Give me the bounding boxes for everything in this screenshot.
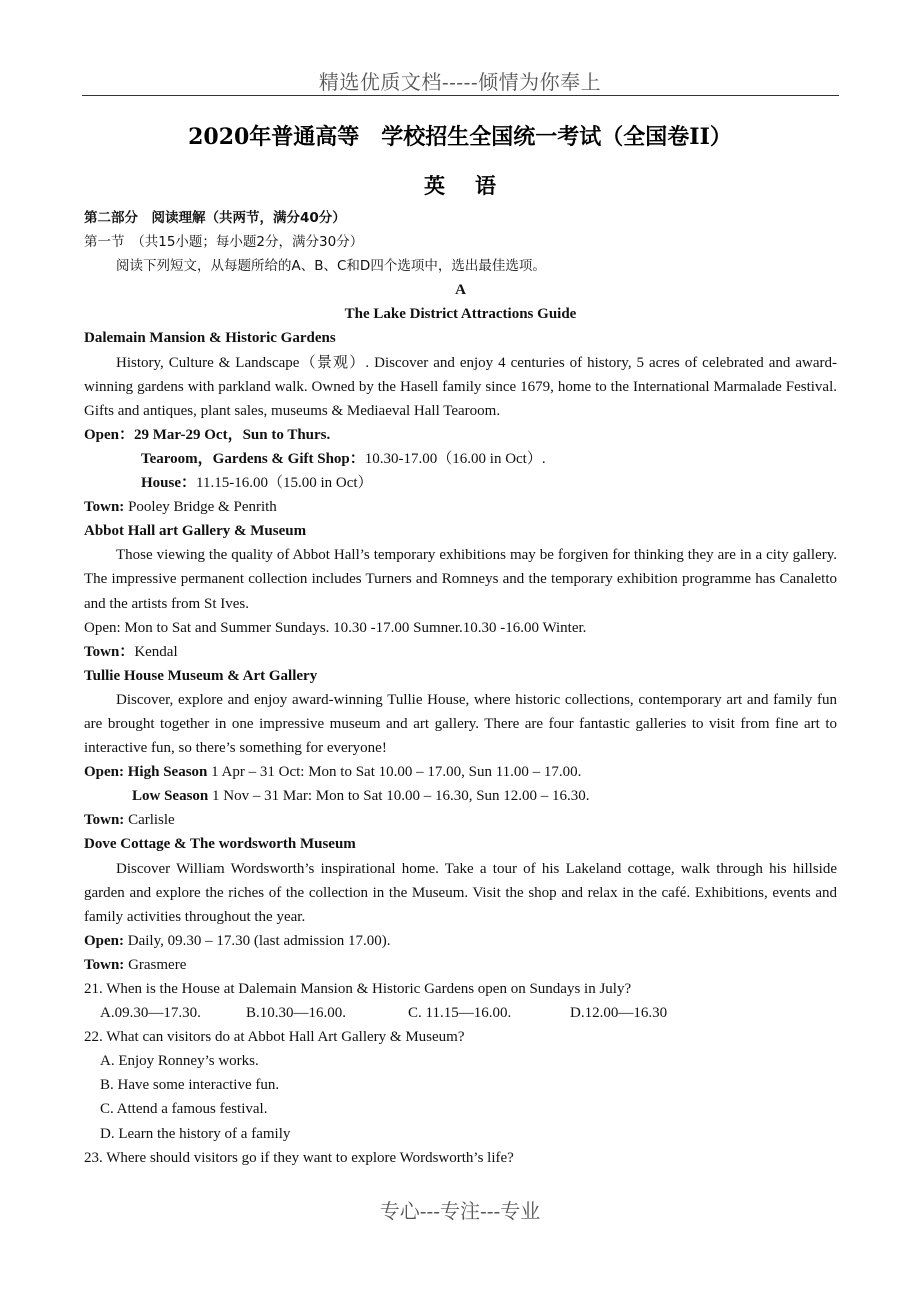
town-label: Town:: [84, 956, 125, 973]
instructions: 阅读下列短文，从每题所给的A、B、C和D四个选项中，选出最佳选项。: [116, 258, 546, 275]
attraction-name: Dalemain Mansion & Historic Gardens: [84, 330, 336, 347]
house-label: House：: [141, 475, 197, 492]
open-label: Open:: [84, 764, 125, 781]
passage-letter: A: [455, 282, 466, 299]
high-season-line: [84, 760, 837, 784]
attraction-description: Discover William Wordsworth’s inspirational home. Take a tour of his Lakeland cottage, walk through his hillside garden and explore the riches of the collection in the Museum. Visit the shop and relax in the café. Exhibitions, events and family activities throughout the year.: [84, 860, 837, 925]
open-label: Open:: [84, 932, 125, 949]
town-label: Town:: [84, 499, 125, 516]
option-b: B.10.30—16.00.: [246, 1005, 347, 1022]
subject-title: 英语: [424, 173, 526, 198]
attraction-town-line: [84, 495, 837, 519]
town-label: Town:: [84, 812, 125, 829]
tearoom-hours-line: [84, 447, 837, 471]
house-hours-line: [84, 471, 837, 495]
attraction-open-line: Open：29 Mar-29 Oct，Sun to Thurs.: [84, 426, 331, 443]
option-a: A. Enjoy Ronney’s works.: [100, 1053, 259, 1070]
option-d: D. Learn the history of a family: [100, 1125, 291, 1142]
high-season-hours: 1 Apr – 31 Oct: Mon to Sat 10.00 – 17.00, Sun 11.00 – 17.00.: [211, 764, 582, 781]
question-23: 23. Where should visitors go if they want to explore Wordsworth’s life?: [84, 1149, 514, 1166]
low-season-label: Low Season: [132, 788, 209, 805]
tearoom-label: Tearoom，Gardens & Gift Shop：: [141, 450, 365, 467]
low-season-line: [84, 784, 837, 808]
exam-title: 2020年普通高等 学校招生全国统一考试（全国卷II）: [188, 124, 732, 150]
exam-content: [84, 206, 837, 1170]
town-label: Town：: [84, 643, 135, 660]
town-value: Kendal: [134, 643, 178, 660]
attraction-name: Dove Cottage & The wordsworth Museum: [84, 836, 356, 853]
option-c: C. 11.15—16.00.: [408, 1005, 512, 1022]
page-header: 精选优质文档-----倾情为你奉上: [318, 70, 602, 94]
attraction-name: Abbot Hall art Gallery & Museum: [84, 523, 307, 540]
tearoom-hours: 10.30-17.00（16.00 in Oct）.: [364, 450, 546, 467]
attraction-open-line: Open: Mon to Sat and Summer Sundays. 10.30 -17.00 Sumner.10.30 -16.00 Winter.: [84, 619, 587, 636]
option-c: C. Attend a famous festival.: [100, 1101, 268, 1118]
attraction-town-line: [84, 953, 837, 977]
option-b: B. Have some interactive fun.: [100, 1077, 280, 1094]
town-value: Pooley Bridge & Penrith: [128, 499, 277, 516]
open-hours: Daily, 09.30 – 17.30 (last admission 17.00).: [127, 932, 391, 949]
attraction-name: Tullie House Museum & Art Gallery: [84, 667, 318, 684]
header-divider: [82, 95, 839, 96]
question-21: 21. When is the House at Dalemain Mansion & Historic Gardens open on Sundays in July?: [84, 981, 632, 997]
page-footer: 专心---专注---专业: [379, 1199, 541, 1223]
attraction-open-line: [84, 929, 837, 953]
attraction-description: History, Culture & Landscape（景观）. Discover and enjoy 4 centuries of history, 5 acres of celebrated and award-winning gardens with parkland walk. Owned by the Hasell family since 1679, home to the International Marmalade Festival. Gifts and antiques, plant sales, museums & Mediaeval Hall Tearoom.: [84, 354, 837, 419]
attraction-town-line: [84, 808, 837, 832]
question-22: 22. What can visitors do at Abbot Hall Art Gallery & Museum?: [84, 1029, 465, 1046]
section-heading: 第一节 （共15小题；每小题2分，满分30分）: [84, 234, 364, 251]
house-hours: 11.15-16.00（15.00 in Oct）: [196, 475, 373, 492]
option-d: D.12.00—16.30: [570, 1005, 668, 1022]
low-season-hours: 1 Nov – 31 Mar: Mon to Sat 10.00 – 16.30, Sun 12.00 – 16.30.: [212, 788, 590, 805]
passage-title: The Lake District Attractions Guide: [344, 306, 577, 323]
option-a: A.09.30—17.30.: [100, 1005, 201, 1022]
attraction-description: Discover, explore and enjoy award-winning Tullie House, where historic collections, contemporary art and family fun are brought together in one impressive museum and art gallery. There are four fantastic galleries to visit from fine art to interactive fun, so there’s something for everyone!: [84, 691, 837, 757]
town-value: Carlisle: [128, 812, 175, 829]
attraction-town-line: [84, 640, 837, 664]
high-season-label: High Season: [127, 764, 208, 781]
town-value: Grasmere: [128, 956, 187, 973]
attraction-description: Those viewing the quality of Abbot Hall’s temporary exhibitions may be forgiven for thinking they are in a city gallery. The impressive permanent collection includes Turners and Romneys and the temporary exhibition programme has Canaletto and the artists from St Ives.: [84, 547, 837, 612]
question-21-options: [84, 1001, 837, 1025]
part-heading: 第二部分 阅读理解（共两节，满分40分）: [84, 210, 346, 226]
